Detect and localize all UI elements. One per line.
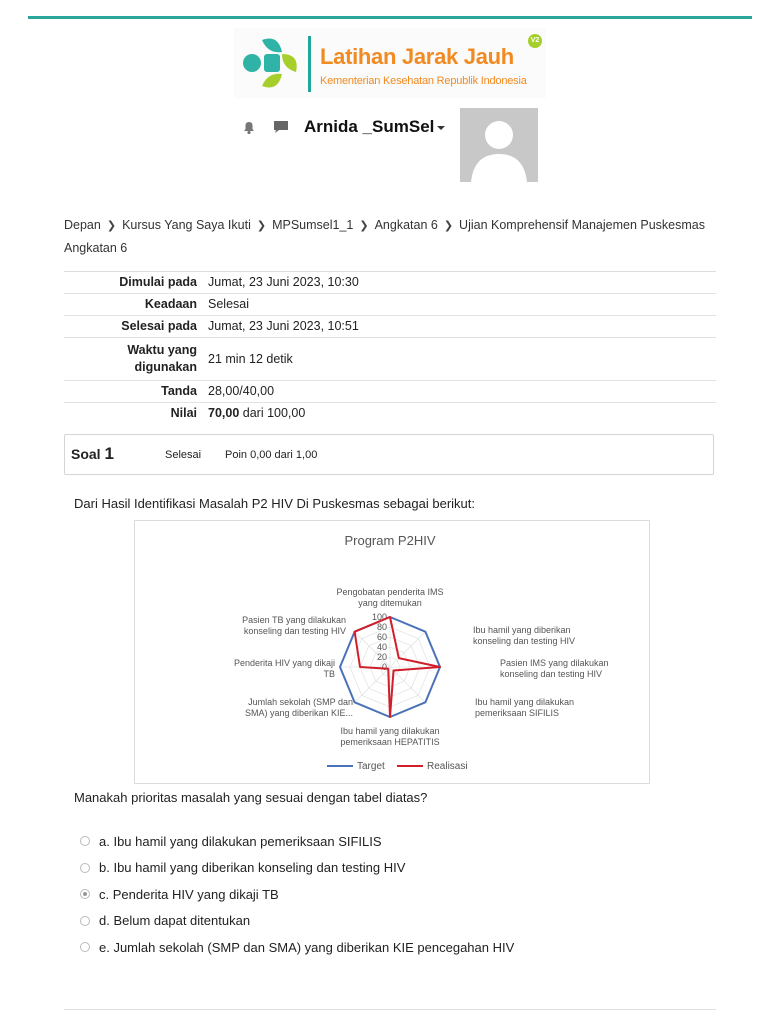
tick-label: 40: [376, 642, 387, 652]
answer-option[interactable]: [80, 934, 514, 961]
breadcrumb-item-course[interactable]: MPSumsel1_1: [272, 218, 354, 232]
breadcrumb-item-my-courses[interactable]: Kursus Yang Saya Ikuti: [122, 218, 251, 232]
summary-label: Tanda: [161, 384, 197, 398]
radar-chart: [134, 520, 650, 784]
user-name: Arnida _SumSel: [304, 117, 435, 136]
breadcrumb: [64, 214, 714, 259]
attempt-summary-table: [64, 271, 716, 424]
answer-option-label: c. Penderita HIV yang dikaji TB: [99, 886, 279, 902]
breadcrumb-item-section[interactable]: Angkatan 6: [374, 218, 438, 232]
user-silhouette-icon: [460, 108, 538, 182]
axis-label: Pasien IMS yang dilakukan: [500, 658, 609, 668]
question-status: Selesai: [165, 449, 202, 461]
summary-row-grade: [64, 403, 716, 424]
axis-label: Penderita HIV yang dikaji: [233, 658, 335, 668]
summary-label: Dimulai pada: [119, 275, 197, 289]
question-points: Poin 0,00 dari 1,00: [225, 449, 318, 461]
avatar[interactable]: [460, 108, 538, 182]
summary-value: Selesai: [208, 297, 249, 311]
breadcrumb-item-quiz[interactable]: Ujian Komprehensif Manajemen Puskesmas Angkatan 6: [64, 218, 705, 255]
answer-option[interactable]: [80, 828, 514, 855]
answer-option[interactable]: [80, 855, 514, 882]
summary-label-line-2: digunakan: [134, 360, 197, 374]
summary-value: 21 min 12 detik: [208, 351, 293, 366]
summary-label-line-1: Waktu yang: [127, 343, 197, 357]
grade-out-of: dari 100,00: [239, 406, 306, 420]
summary-row-completed: [64, 316, 716, 338]
axis-label: TB: [323, 669, 335, 679]
radio-button[interactable]: [80, 916, 90, 926]
summary-row-started: [64, 272, 716, 294]
logo-subtitle: Kementerian Kesehatan Republik Indonesia: [320, 75, 527, 87]
logo-separator: [308, 36, 311, 92]
summary-label: Nilai: [170, 406, 197, 420]
chevron-right-icon: ❯: [359, 220, 369, 232]
summary-row-time-taken: [64, 338, 716, 381]
axis-label: Ibu hamil yang diberikan: [473, 625, 571, 635]
axis-label: konseling dan testing HIV: [500, 669, 603, 679]
chevron-right-icon: ❯: [443, 220, 454, 232]
caret-down-icon: [437, 126, 445, 130]
bottom-divider: [64, 1009, 716, 1010]
radio-button[interactable]: [80, 863, 90, 873]
chat-icon[interactable]: [272, 118, 290, 136]
breadcrumb-item-depan[interactable]: Depan: [64, 218, 101, 232]
tick-label: 100: [371, 612, 387, 622]
question-info-box: [64, 434, 714, 475]
answer-option-label: b. Ibu hamil yang diberikan konseling dan testing HIV: [99, 860, 406, 876]
axis-label: pemeriksaan SIFILIS: [475, 708, 560, 718]
answer-option[interactable]: [80, 908, 514, 935]
axis-label: konseling dan testing HIV: [473, 636, 576, 646]
summary-label: Keadaan: [144, 297, 197, 311]
axis-label: Ibu hamil yang dilakukan: [340, 726, 440, 736]
summary-value: 28,00/40,00: [208, 384, 275, 398]
chevron-right-icon: ❯: [256, 220, 267, 232]
tick-label: 0: [381, 662, 387, 672]
summary-value: [204, 403, 309, 424]
question-text: Dari Hasil Identifikasi Masalah P2 HIV Di Puskesmas sebagai berikut:: [74, 496, 476, 511]
summary-label: [64, 340, 204, 378]
question-number: [71, 444, 114, 464]
answer-option-label: e. Jumlah sekolah (SMP dan SMA) yang diberikan KIE pencegahan HIV: [99, 939, 515, 955]
axis-label: yang ditemukan: [358, 598, 422, 608]
site-logo[interactable]: [234, 28, 546, 98]
radio-button[interactable]: [80, 889, 90, 899]
axis-label: konseling dan testing HIV: [243, 626, 346, 636]
question-label: Soal: [71, 446, 101, 462]
summary-label: Selesai pada: [121, 319, 197, 333]
chevron-right-icon: ❯: [106, 220, 117, 232]
axis-label: Pasien TB yang dilakukan: [242, 615, 346, 625]
summary-row-state: [64, 294, 716, 316]
summary-value: Jumat, 23 Juni 2023, 10:51: [208, 319, 359, 333]
legend-label: Realisasi: [427, 761, 468, 772]
user-menu-toggle[interactable]: [304, 117, 445, 137]
logo-title: Latihan Jarak Jauh: [320, 44, 514, 69]
answer-option-label: d. Belum dapat ditentukan: [99, 913, 251, 929]
summary-row-marks: [64, 381, 716, 403]
tick-label: 80: [376, 622, 387, 632]
axis-label: Ibu hamil yang dilakukan: [475, 697, 575, 707]
radio-button[interactable]: [80, 942, 90, 952]
legend-label: Target: [357, 761, 385, 772]
answer-option-label: a. Ibu hamil yang dilakukan pemeriksaan SIFILIS: [99, 833, 382, 849]
radio-button[interactable]: [80, 836, 90, 846]
chart-title: Program P2HIV: [344, 533, 436, 548]
radar-chart-svg: [135, 521, 649, 783]
grade-value: 70,00: [208, 406, 240, 420]
logo-mark-icon: [238, 32, 302, 94]
answer-options: [80, 828, 514, 961]
logo-version-badge: V2: [528, 34, 542, 48]
question-prompt: Manakah prioritas masalah yang sesuai dengan tabel diatas?: [74, 790, 428, 805]
axis-label: pemeriksaan HEPATITIS: [340, 737, 440, 747]
axis-label: Jumlah sekolah (SMP dan: [248, 697, 353, 707]
top-divider: [28, 16, 752, 19]
axis-label: Pengobatan penderita IMS: [336, 587, 444, 597]
tick-label: 20: [376, 652, 387, 662]
answer-option[interactable]: [80, 881, 514, 908]
bell-icon[interactable]: [240, 118, 258, 136]
tick-label: 60: [376, 632, 387, 642]
question-number-value: 1: [104, 444, 114, 463]
axis-label: SMA) yang diberikan KIE...: [244, 708, 353, 718]
summary-value: Jumat, 23 Juni 2023, 10:30: [208, 275, 359, 289]
